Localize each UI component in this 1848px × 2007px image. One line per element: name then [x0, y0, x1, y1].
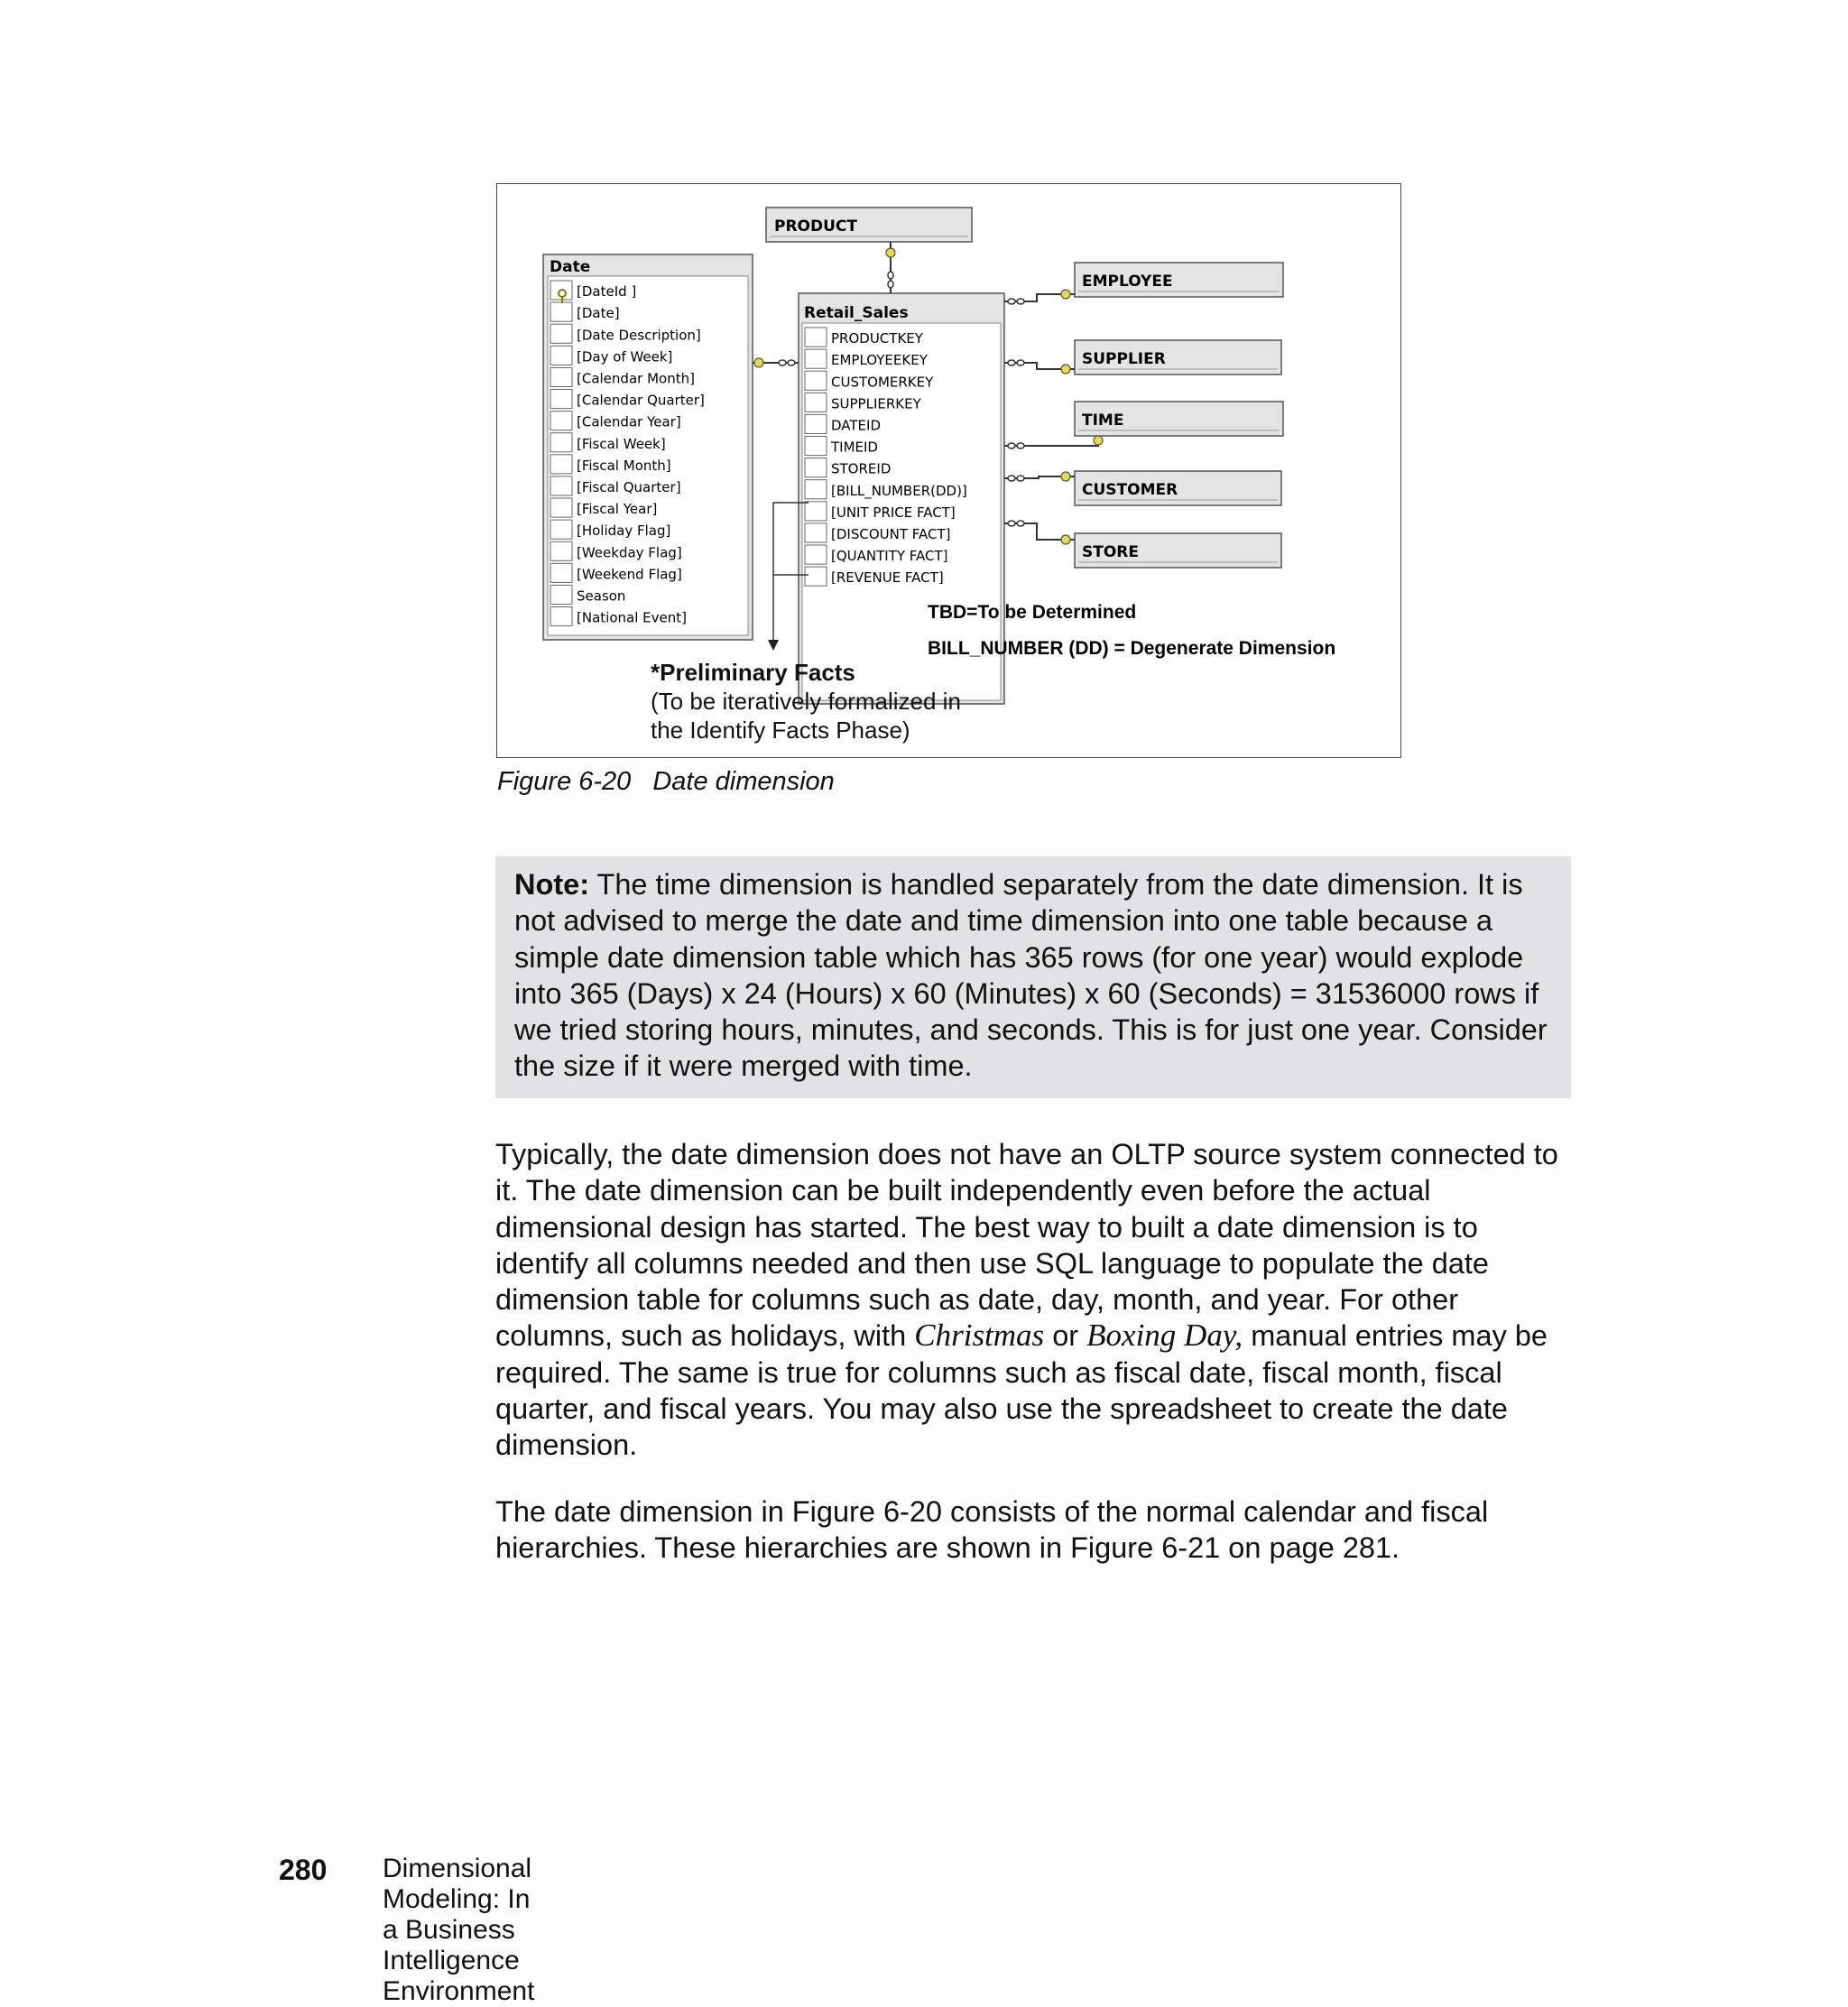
paragraph-2: The date dimension in Figure 6-20 consists of the normal calendar and fiscal hierarchies. These hierarchies are shown in Figure 6-21 on page 281. [495, 1495, 1489, 1565]
table-column-name: [Date] [577, 305, 620, 322]
row-selector-cell [805, 349, 827, 368]
paragraph-1-text-a: Typically, the date dimension does not have an OLTP source system connected to it. The date dimension can be built independently even before the actual dimensional design has started. The best way to built a date dimension is to identify all columns needed and then use SQL language to populate the date dimension table for columns such as date, day, month, and year. For other columns, such as holidays, with [495, 1138, 1558, 1353]
retail-sales-title: Retail_Sales [804, 304, 909, 322]
table-column-name: [QUANTITY FACT] [831, 548, 948, 565]
row-selector-cell [550, 390, 572, 409]
row-selector-cell [550, 520, 572, 539]
book-title: Dimensional Modeling: In a Business Intelligence Environment [383, 1854, 535, 2006]
date-title: Date [550, 258, 591, 276]
row-selector-cell [550, 302, 572, 321]
row-selector-cell [805, 328, 827, 347]
table-column-name: [Day of Week] [577, 348, 673, 365]
preliminary-facts-title: *Preliminary Facts [651, 659, 855, 686]
row-selector-cell [550, 412, 572, 430]
table-column-name: [National Event] [577, 609, 687, 626]
table-column-name: [Calendar Quarter] [577, 392, 705, 409]
product-title: PRODUCT [774, 217, 857, 236]
row-selector-cell [805, 523, 827, 542]
time-table [1075, 402, 1283, 436]
preliminary-facts-line2: the Identify Facts Phase) [651, 717, 910, 744]
row-selector-cell [550, 324, 572, 343]
table-column-name: [Fiscal Year] [577, 501, 658, 518]
store-table [1075, 533, 1281, 568]
row-selector-cell [805, 567, 827, 586]
preliminary-facts-line1: (To be iteratively formalized in [651, 688, 961, 715]
employee-title: EMPLOYEE [1082, 273, 1173, 291]
tbd-legend: TBD=To be Determined [928, 602, 1137, 623]
figure-caption [497, 767, 835, 797]
customer-table [1075, 471, 1281, 505]
figure-title: Date dimension [652, 767, 835, 796]
row-selector-cell [805, 437, 827, 456]
row-selector-cell [550, 476, 572, 495]
paragraph-1-text-b: or [1052, 1319, 1079, 1353]
row-selector-cell [805, 393, 827, 412]
figure-6-20 [496, 183, 1401, 758]
employee-table [1075, 263, 1283, 297]
table-column-name: PRODUCTKEY [831, 330, 923, 347]
store-title: STORE [1082, 543, 1139, 561]
table-column-name: DATEID [831, 417, 881, 434]
row-selector-cell [550, 455, 572, 474]
date-table [543, 254, 753, 640]
table-column-name: [Calendar Year] [577, 413, 681, 430]
table-column-name: [Holiday Flag] [577, 523, 671, 540]
row-selector-cell [805, 458, 827, 477]
time-title: TIME [1082, 412, 1124, 430]
table-column-name: [Calendar Month] [577, 370, 695, 387]
table-column-name: TIMEID [831, 439, 878, 456]
table-column-name: [UNIT PRICE FACT] [831, 504, 956, 521]
down-arrow-icon [768, 640, 779, 651]
paragraph-1 [495, 1136, 1578, 1464]
table-column-name: STOREID [831, 460, 892, 477]
row-selector-cell [550, 498, 572, 517]
customer-title: CUSTOMER [1082, 481, 1178, 499]
product-table [766, 208, 972, 242]
table-column-name: [BILL_NUMBER(DD)] [831, 482, 967, 499]
row-selector-cell [550, 346, 572, 365]
note-label: Note: [514, 868, 590, 901]
supplier-title: SUPPLIER [1082, 350, 1166, 368]
table-column-name: [Fiscal Week] [577, 435, 666, 452]
table-column-name: [DISCOUNT FACT] [831, 526, 951, 542]
table-column-name: [DateId ] [577, 283, 637, 301]
table-column-name: [REVENUE FACT] [831, 569, 944, 587]
table-column-name: EMPLOYEEKEY [831, 352, 928, 369]
row-selector-cell [550, 607, 572, 626]
table-column-name: [Date Description] [577, 327, 701, 344]
term-boxing-day: Boxing Day, [1086, 1318, 1243, 1354]
row-selector-cell [550, 367, 572, 386]
table-column-name: [Fiscal Month] [577, 457, 671, 474]
row-selector-cell [550, 585, 572, 604]
page-number: 280 [279, 1854, 328, 1886]
table-column-name: SUPPLIERKEY [831, 395, 921, 412]
table-column-name: [Fiscal Quarter] [577, 479, 681, 495]
row-selector-cell [805, 414, 827, 433]
row-selector-cell [550, 541, 572, 560]
supplier-table [1075, 340, 1281, 375]
row-selector-cell [550, 433, 572, 452]
table-column-name: CUSTOMERKEY [831, 374, 934, 391]
note-text: The time dimension is handled separately from the date dimension. It is not advised to merge the date and time dimension into one table because a simple date dimension table which has 365 rows (for one year) would explode into 365 (Days) x 24 (Hours) x 60 (Minutes) x 60 (Seconds) = 31536000 rows if we tried storing hours, minutes, and seconds. This is for just one year. Consider the size if it were merged with time. [514, 868, 1548, 1083]
term-christmas: Christmas [914, 1318, 1045, 1354]
row-selector-cell [550, 563, 572, 582]
table-column-name: [Weekday Flag] [577, 544, 682, 561]
note-box [495, 856, 1571, 1098]
preliminary-facts-note [651, 658, 961, 745]
paragraph-1-text-c: manual entries may be required. The same is true for columns such as fiscal date, fiscal month, fiscal quarter, and fiscal years. You may also use the spreadsheet to create the date dimension. [495, 1319, 1548, 1462]
dd-legend: BILL_NUMBER (DD) = Degenerate Dimension [928, 638, 1336, 659]
table-column-name: [Weekend Flag] [577, 566, 682, 583]
table-column-name: Season [577, 587, 626, 605]
row-selector-cell [805, 502, 827, 521]
row-selector-cell [805, 480, 827, 499]
row-selector-cell [805, 371, 827, 390]
figure-number: Figure 6-20 [497, 767, 632, 796]
row-selector-cell [805, 545, 827, 564]
